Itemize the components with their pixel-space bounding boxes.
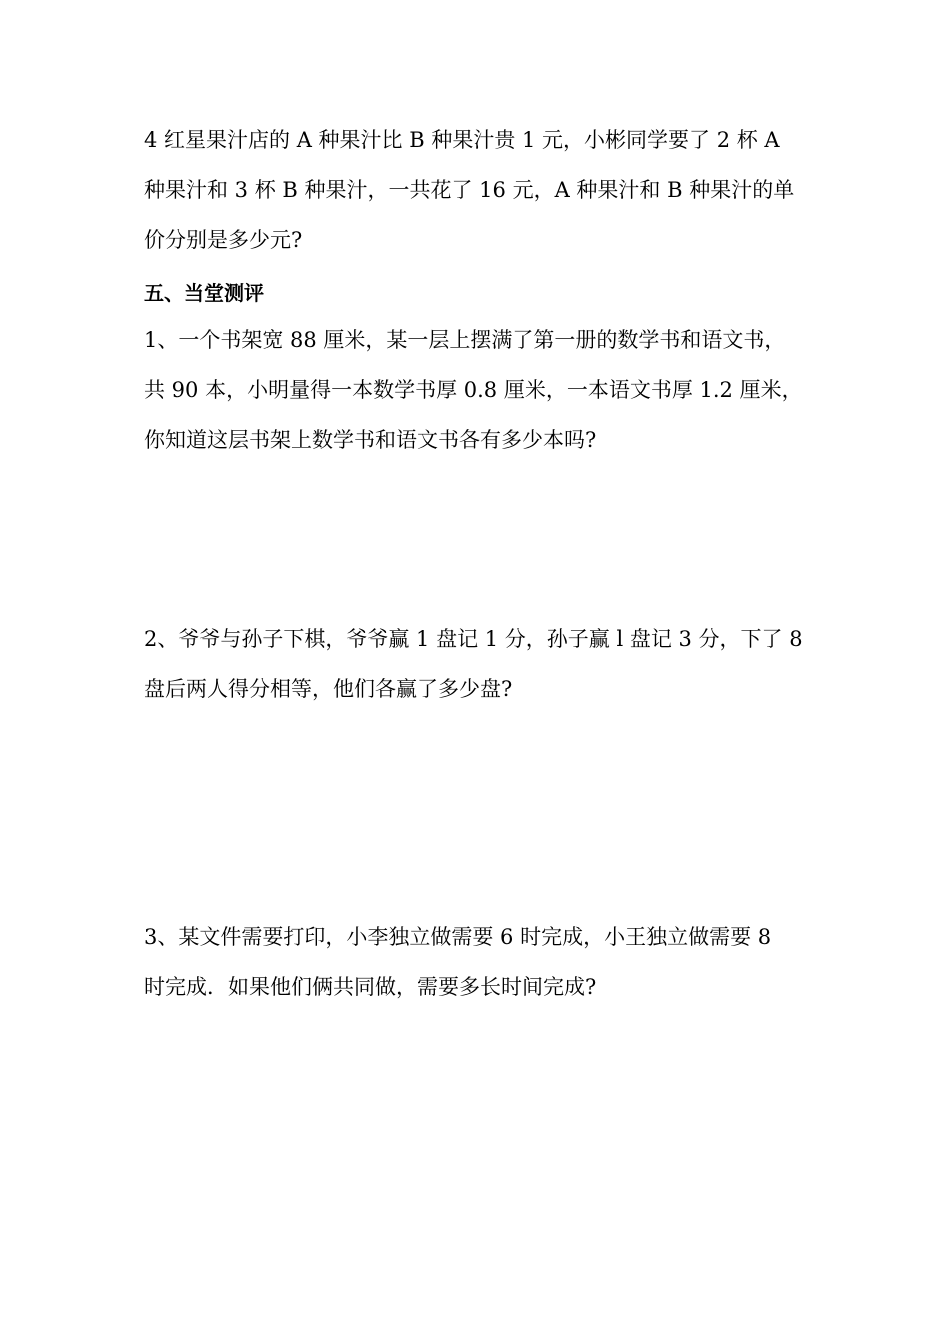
quiz-3-line-2: 时完成．如果他们俩共同做，需要多长时间完成?: [144, 975, 597, 999]
quiz-1-line-1: 1、一个书架宽 88 厘米，某一层上摆满了第一册的数学书和语文书，: [144, 328, 786, 352]
problem-4-line-1: 4 红星果汁店的 A 种果汁比 B 种果汁贵 1 元，小彬同学要了 2 杯 A: [144, 128, 780, 152]
quiz-2-line-1: 2、爷爷与孙子下棋，爷爷赢 1 盘记 1 分，孙子赢 l 盘记 3 分，下了 8: [144, 627, 803, 651]
quiz-2-line-2: 盘后两人得分相等，他们各赢了多少盘?: [144, 677, 513, 701]
problem-4-line-2: 种果汁和 3 杯 B 种果汁，一共花了 16 元，A 种果汁和 B 种果汁的单: [144, 178, 795, 202]
quiz-3-line-1: 3、某文件需要打印，小李独立做需要 6 时完成，小王独立做需要 8: [144, 925, 772, 949]
section-heading: 五、当堂测评: [144, 281, 264, 305]
quiz-1-line-3: 你知道这层书架上数学书和语文书各有多少本吗?: [144, 428, 597, 452]
quiz-1-line-2: 共 90 本，小明量得一本数学书厚 0.8 厘米，一本语文书厚 1.2 厘米，: [144, 378, 803, 402]
problem-4-line-3: 价分别是多少元?: [144, 228, 303, 252]
